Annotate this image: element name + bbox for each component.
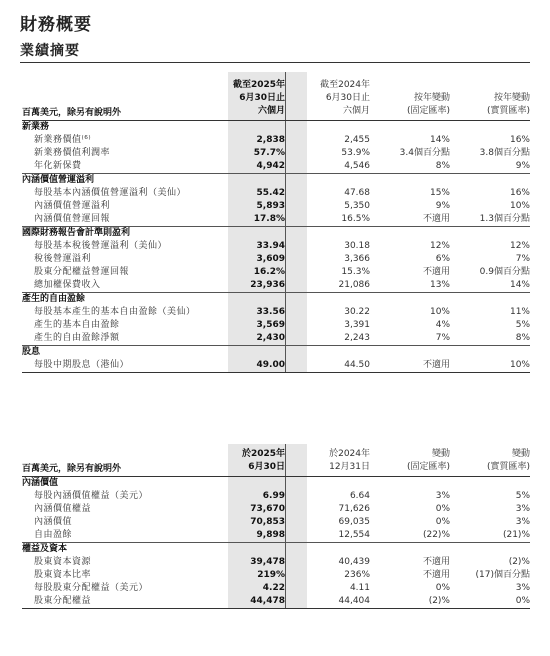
table-row [22,213,530,226]
section-row [22,121,530,134]
change-actual-fx: 5% [515,320,530,330]
current-value: 23,936 [250,280,285,290]
prior-value: 71,626 [338,504,370,514]
prior-value: 53.9% [341,148,370,158]
row-label: 自由盈餘 [34,530,73,540]
change-actual-fx: 0% [515,596,530,606]
current-value: 44,478 [250,596,285,606]
current-value: 57.7% [253,148,285,158]
row-label: 內涵價值營運溢利 [34,201,111,211]
column-divider [285,213,286,226]
current-value: 9,898 [256,530,285,540]
section-title: 股息 [22,347,41,357]
table-row [22,134,530,147]
table-row [22,253,530,266]
table-row [22,200,530,213]
column-divider [285,569,286,582]
change-constant-fx: 12% [429,241,450,251]
prior-value: 21,086 [338,280,370,290]
section-row [22,543,530,556]
table-row [22,556,530,569]
table-row [22,147,530,160]
row-label: 年化新保費 [34,161,82,171]
change-constant-fx: (22)% [422,530,450,540]
column-divider [285,240,286,253]
change-constant-fx: 10% [429,307,450,317]
current-value: 70,853 [250,517,285,527]
change-actual-fx: (17)個百分點 [475,570,530,580]
table-row [22,279,530,292]
column-divider [285,187,286,200]
column-divider [285,359,286,372]
section-title: 新業務 [22,122,50,132]
current-value: 33.56 [256,307,285,317]
row-label: 新業務價值利潤率 [34,148,111,158]
column-divider [285,543,286,556]
row-label: 股東資本資源 [34,557,92,567]
row-label: 每股股東分配權益（美元） [34,583,149,593]
prior-value: 4.11 [349,583,370,593]
current-value: 33.94 [256,241,285,251]
current-value: 3,569 [256,320,285,330]
row-label: 股東資本比率 [34,570,92,580]
change-constant-fx: 6% [435,254,450,264]
change-actual-fx: (21)% [502,530,530,540]
column-divider [285,444,286,476]
prior-value: 3,391 [344,320,370,330]
column-divider [285,293,286,306]
table-row [22,582,530,595]
column-header-3: 按年變動 (固定匯率) [406,93,450,116]
current-value: 55.42 [256,188,285,198]
table-row [22,529,530,542]
row-label: 每股基本產生的基本自由盈餘（美仙） [34,307,196,317]
current-value: 4,942 [256,161,285,171]
prior-value: 44,404 [338,596,370,606]
section-title: 產生的自由盈餘 [22,294,86,304]
column-divider [285,490,286,503]
prior-value: 5,350 [344,201,370,211]
change-actual-fx: 9% [515,161,530,171]
table-row [22,359,530,372]
change-constant-fx: 0% [435,583,450,593]
table-bottom-rule [22,372,530,373]
current-value: 39,478 [250,557,285,567]
prior-value: 2,243 [344,333,370,343]
section-row [22,477,530,490]
table-header [22,72,530,120]
section-title: 業績摘要 [20,43,80,59]
column-divider [285,477,286,490]
change-constant-fx: 不適用 [422,214,450,224]
column-divider [285,332,286,345]
prior-value: 236% [344,570,370,580]
row-label: 產生的自由盈餘淨額 [34,333,120,343]
row-label: 內涵價值權益 [34,504,92,514]
change-actual-fx: (2)% [508,557,530,567]
change-actual-fx: 11% [509,307,530,317]
change-actual-fx: 3% [515,504,530,514]
prior-value: 3,366 [344,254,370,264]
column-header-1: 於2025年 6月30日 [241,449,285,472]
prior-value: 30.18 [344,241,370,251]
financial-position-table [22,444,530,609]
table-row [22,332,530,345]
change-constant-fx: 不適用 [422,267,450,277]
table-header [22,444,530,476]
column-header-1: 截至2025年 6月30日止 六個月 [232,80,285,116]
change-constant-fx: 不適用 [422,360,450,370]
prior-value: 44.50 [344,360,370,370]
prior-value: 40,439 [338,557,370,567]
current-value: 219% [257,570,285,580]
column-divider [285,346,286,359]
change-actual-fx: 1.3個百分點 [479,214,530,224]
unit-label: 百萬美元，除另有說明外 [22,108,122,118]
table-row [22,160,530,173]
column-header-2: 於2024年 12月31日 [329,449,370,472]
change-constant-fx: 9% [435,201,450,211]
column-divider [285,279,286,292]
column-divider [285,72,286,120]
title-divider [20,62,530,63]
change-constant-fx: 不適用 [422,570,450,580]
change-actual-fx: 14% [509,280,530,290]
column-divider [285,147,286,160]
column-header-3: 變動 (固定匯率) [406,449,450,472]
change-constant-fx: 7% [435,333,450,343]
change-actual-fx: 16% [509,188,530,198]
prior-value: 16.5% [341,214,370,224]
column-divider [285,516,286,529]
table-row [22,240,530,253]
row-label: 新業務價值⁽⁶⁾ [34,135,92,145]
section-row [22,227,530,240]
row-label: 每股內涵價值權益（美元） [34,491,149,501]
change-actual-fx: 3% [515,583,530,593]
change-actual-fx: 16% [509,135,530,145]
row-label: 內涵價值 [34,517,73,527]
row-label: 每股基本內涵價值營運溢利（美仙） [34,188,187,198]
column-divider [285,121,286,134]
column-divider [285,556,286,569]
column-header-4: 變動 (實質匯率) [486,449,530,472]
change-constant-fx: 3.4個百分點 [399,148,450,158]
row-label: 每股中期股息（港仙） [34,360,130,370]
row-label: 內涵價值營運回報 [34,214,111,224]
table-row [22,516,530,529]
section-title: 權益及資本 [22,544,68,554]
change-actual-fx: 0.9個百分點 [479,267,530,277]
table-row [22,187,530,200]
column-divider [285,319,286,332]
change-constant-fx: 4% [435,320,450,330]
current-value: 17.8% [253,214,285,224]
change-constant-fx: 0% [435,504,450,514]
table-row [22,569,530,582]
section-row [22,174,530,187]
table-row [22,490,530,503]
change-constant-fx: (2)% [428,596,450,606]
row-label: 產生的基本自由盈餘 [34,320,120,330]
change-constant-fx: 15% [429,188,450,198]
column-header-4: 按年變動 (實質匯率) [486,93,530,116]
results-summary-table [22,72,530,373]
section-row [22,346,530,359]
change-actual-fx: 12% [509,241,530,251]
column-divider [285,582,286,595]
change-constant-fx: 14% [429,135,450,145]
current-value: 3,609 [256,254,285,264]
row-label: 稅後營運溢利 [34,254,92,264]
unit-label: 百萬美元，除另有說明外 [22,464,122,474]
section-title: 內涵價值 [22,478,59,488]
prior-value: 6.64 [349,491,370,501]
column-divider [285,503,286,516]
section-title: 內涵價值營運溢利 [22,175,95,185]
column-divider [285,529,286,542]
prior-value: 30.22 [344,307,370,317]
current-value: 6.99 [262,491,285,501]
prior-value: 69,035 [338,517,370,527]
current-value: 49.00 [256,360,285,370]
section-title: 國際財務報告會計準則盈利 [22,228,131,238]
column-divider [285,174,286,187]
table-row [22,306,530,319]
prior-value: 12,554 [338,530,370,540]
change-actual-fx: 3% [515,517,530,527]
row-label: 股東分配權益營運回報 [34,267,130,277]
table-bottom-rule [22,608,530,609]
column-divider [285,134,286,147]
column-divider [285,227,286,240]
current-value: 4.22 [262,583,285,593]
current-value: 2,430 [256,333,285,343]
prior-value: 47.68 [344,188,370,198]
table-row [22,319,530,332]
column-divider [285,266,286,279]
row-label: 每股基本稅後營運溢利（美仙） [34,241,168,251]
table-row [22,595,530,608]
change-actual-fx: 5% [515,491,530,501]
change-constant-fx: 13% [429,280,450,290]
current-value: 16.2% [253,267,285,277]
table-row [22,503,530,516]
column-divider [285,200,286,213]
page-title: 財務概要 [20,15,92,35]
change-actual-fx: 10% [509,201,530,211]
section-row [22,293,530,306]
change-constant-fx: 不適用 [422,557,450,567]
change-constant-fx: 0% [435,517,450,527]
row-label: 股東分配權益 [34,596,92,606]
row-label: 總加權保費收入 [34,280,101,290]
column-divider [285,160,286,173]
change-actual-fx: 7% [515,254,530,264]
current-value: 2,838 [256,135,285,145]
prior-value: 15.3% [341,267,370,277]
prior-value: 4,546 [344,161,370,171]
column-divider [285,595,286,608]
change-actual-fx: 3.8個百分點 [479,148,530,158]
column-header-2: 截至2024年 6月30日止 六個月 [320,80,370,116]
change-constant-fx: 8% [435,161,450,171]
change-constant-fx: 3% [435,491,450,501]
change-actual-fx: 8% [515,333,530,343]
current-value: 5,893 [256,201,285,211]
column-divider [285,306,286,319]
prior-value: 2,455 [344,135,370,145]
current-value: 73,670 [250,504,285,514]
change-actual-fx: 10% [509,360,530,370]
column-divider [285,253,286,266]
table-row [22,266,530,279]
